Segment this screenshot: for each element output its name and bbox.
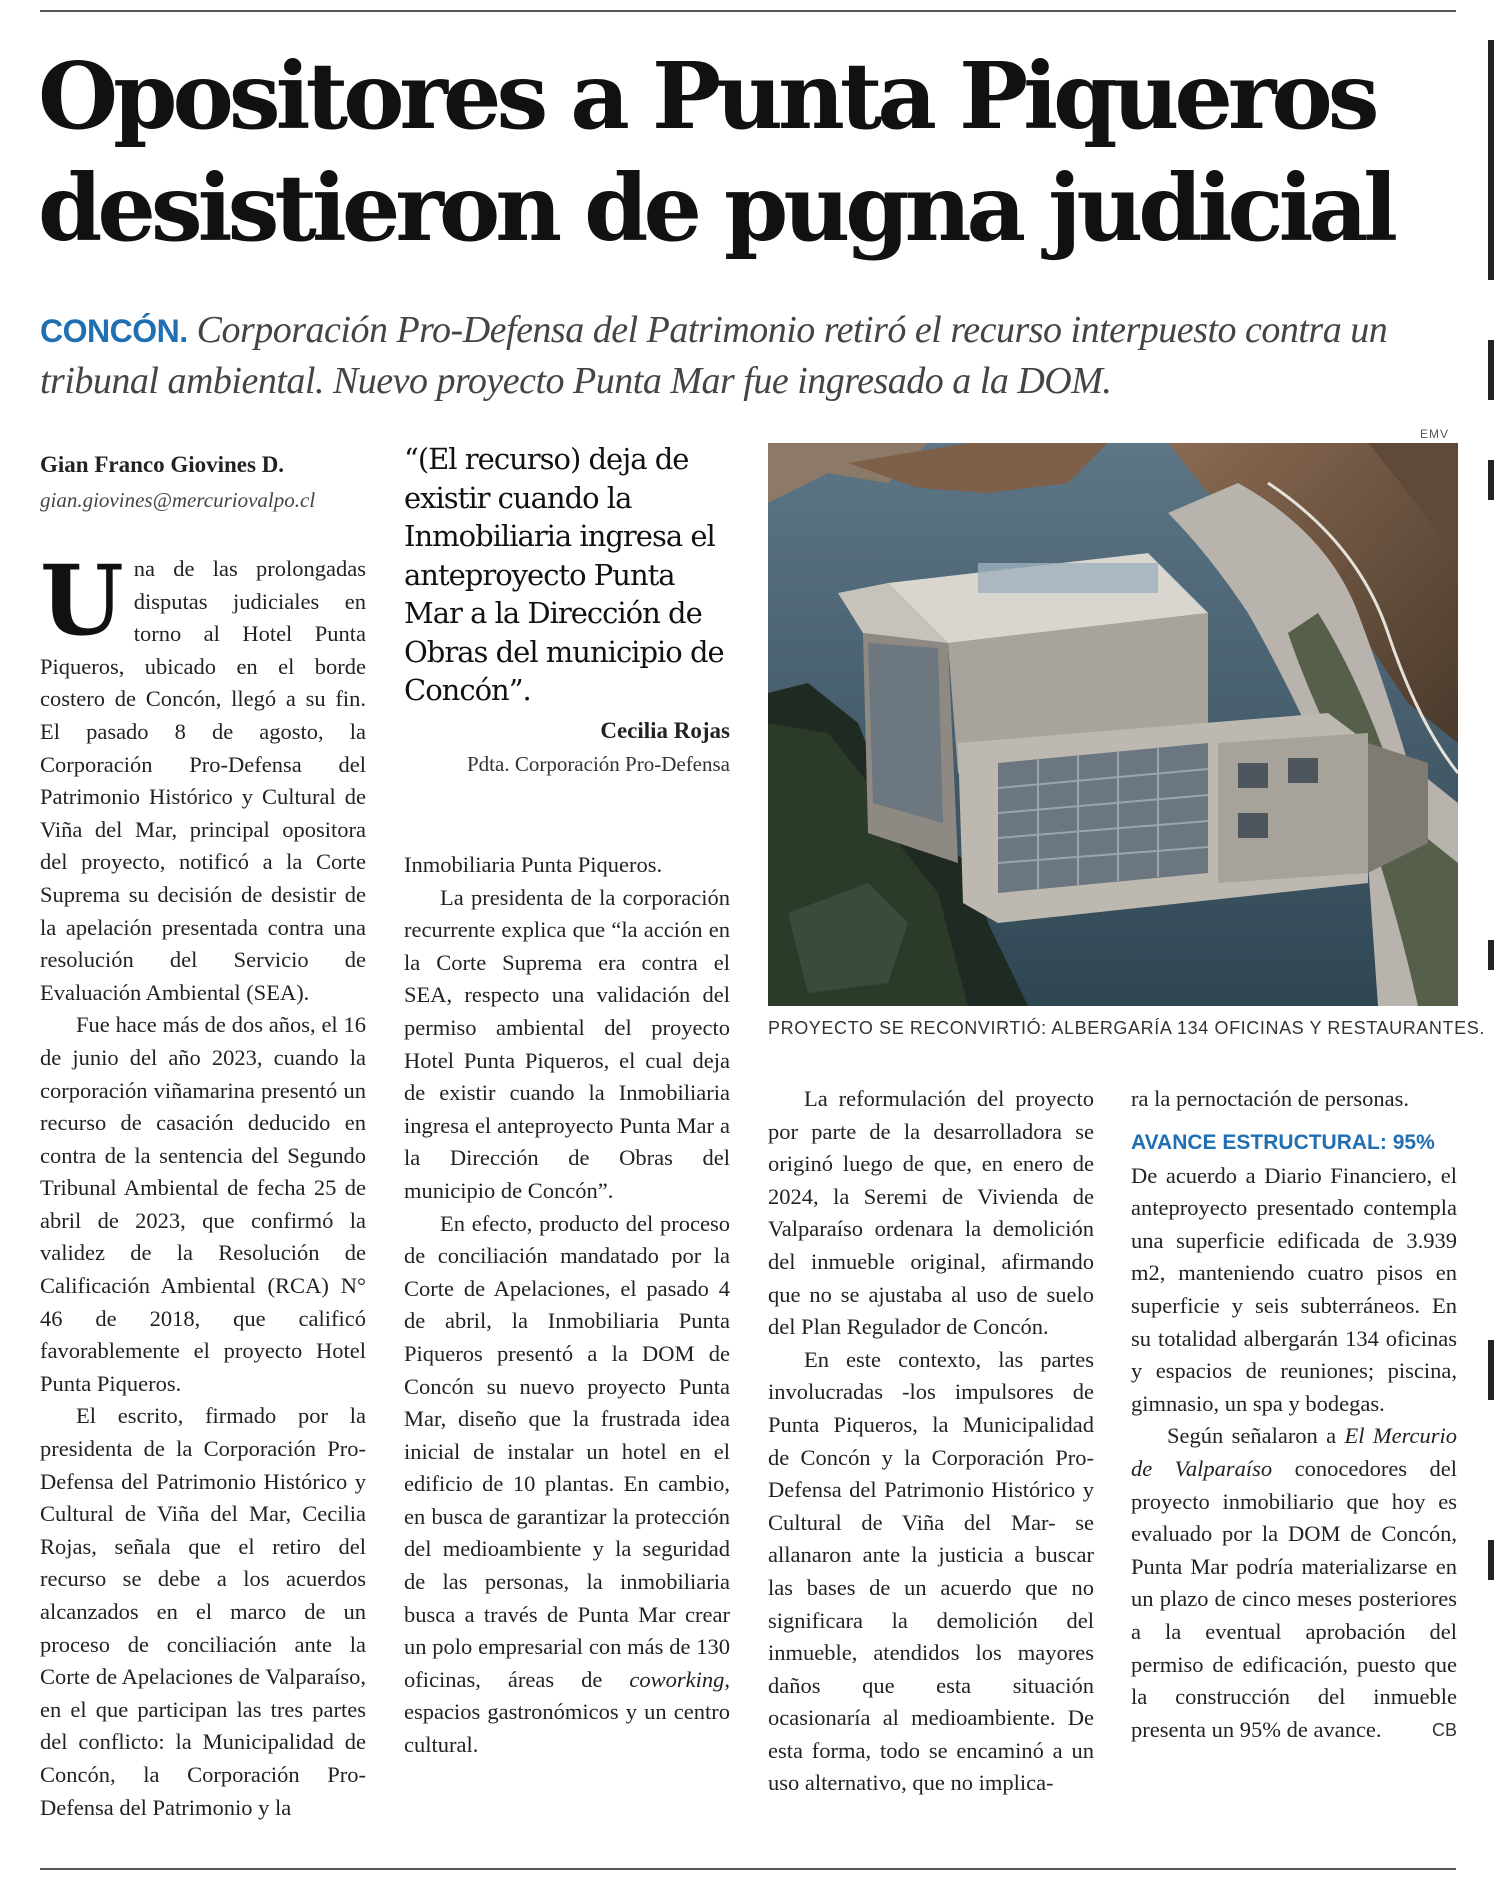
photo-caption: PROYECTO SE RECONVIRTIÓ: ALBERGARÍA 134 OFICINAS Y RESTAURANTES. bbox=[768, 1018, 1485, 1038]
subheading: AVANCE ESTRUCTURAL: 95% bbox=[1131, 1130, 1435, 1154]
drop-cap: U bbox=[40, 544, 124, 657]
quote-author: Cecilia Rojas bbox=[600, 718, 730, 743]
author-name: Gian Franco Giovines D. bbox=[40, 452, 285, 477]
paragraph: Fue hace más de dos años, el 16 de junio del año 2023, cuando la corporación viñamarina presentó un recurso de casación deducido en contra de la sentencia del Segundo Tribunal Ambiental de fecha 25 de abril de 2023, que confirmó la validez de la Resolución de Calificación Ambiental (RCA) N° 46 de 2018, que calificó favorablemente el proyecto Hotel Punta Piqueros. bbox=[40, 1012, 366, 1396]
paragraph: Según señalaron a El Mercurio de Valparaíso conocedores del proyecto inmobiliario que hoy es evaluado por la DOM de Concón, Punta Mar podría materializarse en un plazo de cinco meses posteriores a la eventual aprobación del permiso de edificación, puesto que la construcción del inmueble presenta un 95% de avance. CB bbox=[1131, 1420, 1457, 1746]
building-photo bbox=[768, 443, 1458, 1006]
photo-credit: EMV bbox=[1420, 427, 1450, 441]
article-column-2 bbox=[404, 849, 730, 1762]
top-rule bbox=[40, 10, 1456, 12]
paragraph: Inmobiliaria Punta Piqueros. bbox=[404, 852, 663, 877]
paragraph: De acuerdo a Diario Financiero, el anteproyecto presentado contempla una superficie edificada de 3.939 m2, manteniendo cuatro pisos en superficie y seis subterráneos. En su totalidad albergarán 134 oficinas y espacios de reuniones; piscina, gimnasio, un spa y bodegas. bbox=[1131, 1162, 1457, 1416]
article-column-1 bbox=[40, 544, 366, 1824]
headline: Opositores a Punta Piqueros desistieron de pugna judicial bbox=[38, 42, 1394, 262]
article-column-3 bbox=[768, 1083, 1094, 1800]
next-page-edge bbox=[1486, 40, 1496, 1840]
paragraph: En efecto, producto del proceso de conciliación mandatado por la Corte de Apelaciones, el pasado 4 de abril, la Inmobiliaria Punta Piqueros presentó a la DOM de Concón su nuevo proyecto Punta Mar, diseño que la frustrada idea inicial de instalar un hotel en el edificio de 10 plantas. En cambio, en busca de garantizar la protección del medioambiente y la seguridad de las personas, la inmobiliaria busca a través de Punta Mar crear un polo empresarial con más de 130 oficinas, áreas de coworking, espacios gastronómicos y un centro cultural. bbox=[404, 1210, 730, 1758]
article-column-4 bbox=[1131, 1083, 1457, 1746]
end-mark: CB bbox=[1431, 1719, 1457, 1740]
paragraph: ra la pernoctación de personas. bbox=[1131, 1086, 1409, 1111]
author-email[interactable]: gian.giovines@mercuriovalpo.cl bbox=[40, 488, 316, 512]
deck-place: CONCÓN. bbox=[40, 313, 188, 349]
deck bbox=[40, 305, 1460, 406]
paragraph: Una de las prolongadas disputas judiciales en torno al Hotel Punta Piqueros, ubicado en el borde costero de Concón, llegó a su fin. El pasado 8 de agosto, la Corporación Pro-Defensa del Patrimonio Histórico y Cultural de Viña del Mar, principal opositora del proyecto, notificó a la Corte Suprema su decisión de desistir de la apelación presentada contra una resolución del Servicio de Evaluación Ambiental (SEA). bbox=[40, 544, 366, 1005]
paragraph: La presidenta de la corporación recurrente explica que “la acción en la Corte Suprema era contra el SEA, respecto una validación del permiso ambiental del proyecto Hotel Punta Piqueros, el cual deja de existir cuando la Inmobiliaria ingresa el anteproyecto Punta Mar a la Dirección de Obras del municipio de Concón”. bbox=[404, 884, 730, 1203]
quote-author-role: Pdta. Corporación Pro-Defensa bbox=[466, 752, 730, 776]
bottom-rule bbox=[40, 1868, 1456, 1870]
paragraph: En este contexto, las partes involucradas -los impulsores de Punta Piqueros, la Municipalidad de Concón y la Corporación Pro-Defensa del Patrimonio Histórico y Cultural de Viña del Mar- se allanaron ante la justicia a buscar las bases de un acuerdo que no significara la demolición del inmueble, atendidos los mayores daños que esta situación ocasionaría al medioambiente. De esta forma, todo se encaminó a un uso alternativo, que no implica- bbox=[768, 1346, 1094, 1796]
pull-quote: “(El recurso) deja de existir cuando la Inmobiliaria ingresa el anteproyecto Punta Mar a la Dirección de Obras del municipio de Concón”. bbox=[404, 442, 724, 707]
paragraph: La reformulación del proyecto por parte de la desarrolladora se originó luego de que, en enero de 2024, la Seremi de Vivienda de Valparaíso ordenara la demolición del inmueble original, afirmando que no se ajustaba al uso de suelo del Plan Regulador de Concón. bbox=[768, 1086, 1094, 1340]
paragraph: El escrito, firmado por la presidenta de la Corporación Pro-Defensa del Patrimonio Histórico y Cultural de Viña del Mar, Cecilia Rojas, señala que el retiro del recurso se debe a los acuerdos alcanzados en el marco de un proceso de conciliación ante la Corte de Apelaciones de Valparaíso, en el que participan las tres partes del conflicto: la Municipalidad de Concón, la Corporación Pro-Defensa del Patrimonio y la bbox=[40, 1403, 366, 1820]
deck-text: Corporación Pro-Defensa del Patrimonio retiró el recurso interpuesto contra un tribunal ambiental. Nuevo proyecto Punta Mar fue ingresado a la DOM. bbox=[40, 309, 1388, 402]
